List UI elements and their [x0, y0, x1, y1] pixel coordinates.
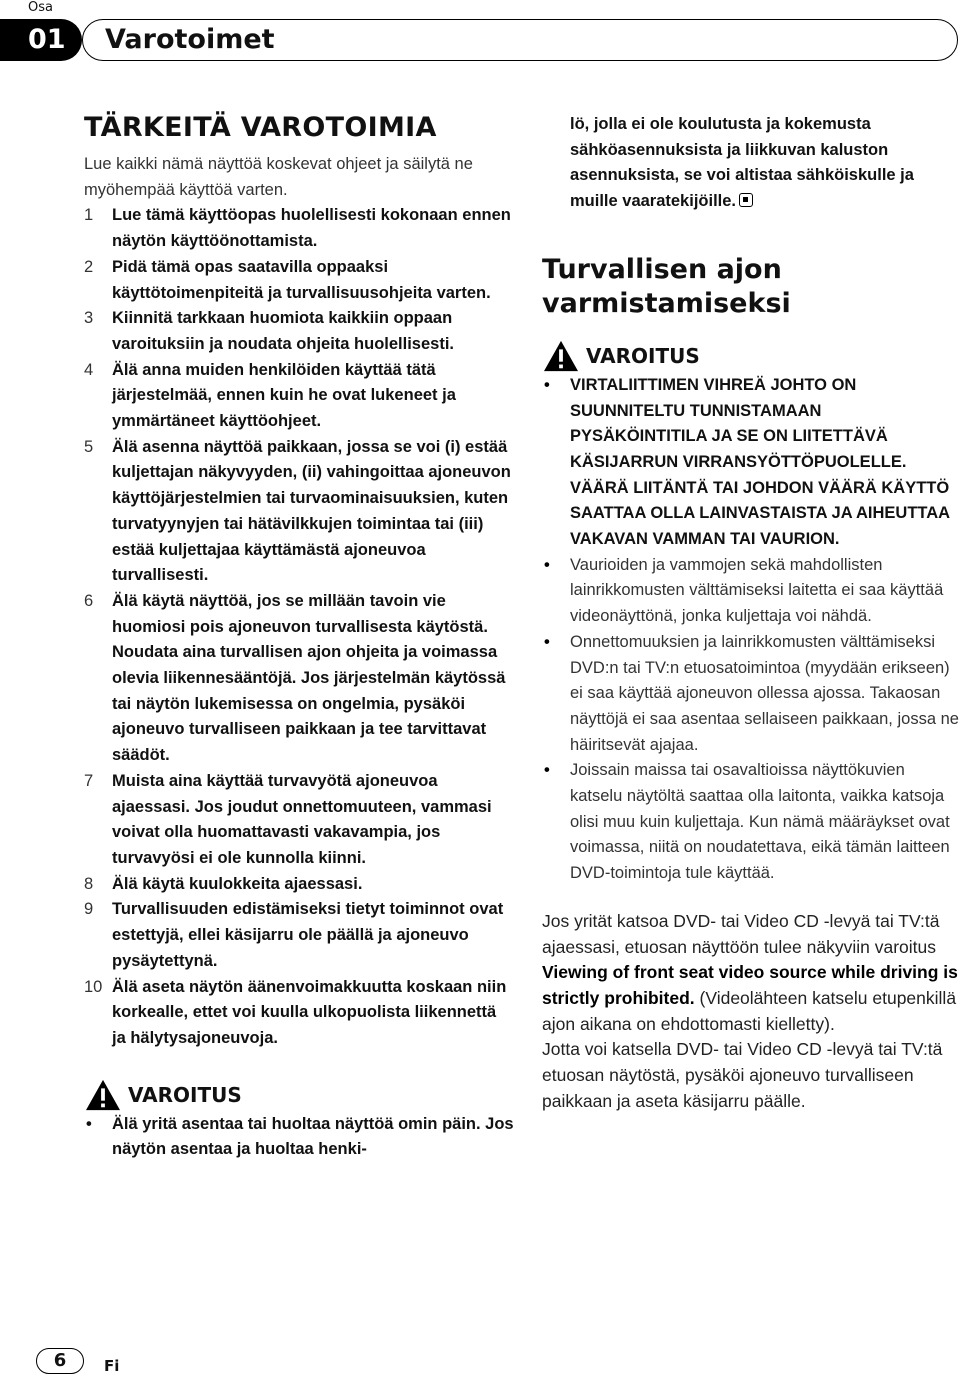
section-heading-line1: Turvallisen ajon: [542, 253, 782, 285]
step-text: Turvallisuuden edistämiseksi tietyt toiminnot ovat estettyjä, ellei käsijarru ole päällä ja ajoneuvo pysäytettynä.: [112, 900, 504, 970]
main-heading: TÄRKEITÄ VAROTOIMIA: [84, 112, 437, 143]
safety-bullets: [542, 373, 960, 887]
step-text: Muista aina käyttää turvavyötä ajoneuvoa ajaessasi. Jos joudut onnettomuuteen, vammasi voivat olla huomattavasti vakavampia, jos turvavyösi ei ole kunnolla kiinni.: [112, 771, 492, 867]
step-text: Älä asenna näyttöä paikkaan, jossa se voi (i) estää kuljettajan näkyvyyden, (ii) vahingoittaa ajoneuvon käyttöjärjestelmien tai turvaominaisuuksien, kuten turvatyynyjen tai hätävilkkujen toimintaa tai (iii) estää kuljettajaa käyttämästä ajoneuvoa turvallisesti.: [112, 437, 511, 585]
section-heading-line2: varmistamiseksi: [542, 287, 791, 319]
step-item: [84, 872, 514, 898]
warning-item: [84, 1112, 514, 1163]
bullet-icon: •: [544, 761, 550, 780]
bullet-icon: •: [544, 375, 550, 394]
step-number: 8: [84, 874, 94, 893]
step-item: [84, 306, 514, 357]
bullet-icon: •: [86, 1114, 92, 1133]
step-text: Älä anna muiden henkilöiden käyttää tätä järjestelmää, ennen kuin he ovat lukeneet ja ymmärtäneet käyttöohjeet.: [112, 360, 456, 431]
safety-bullet-item: [542, 758, 960, 887]
step-number: 4: [84, 360, 94, 379]
chapter-number: 01: [0, 19, 82, 61]
continued-warning: [570, 112, 960, 215]
safety-bullet-text: Joissain maissa tai osavaltioissa näyttökuvien katselu näytöltä saattaa olla laitonta, vaikka katsoja olisi muu kuin kuljettaja. Kun nämä määräykset ovat voimassa, niitä on noudatettava, eikä tämän laitteen DVD-toimintoja tule käyttää.: [570, 761, 950, 883]
step-number: 5: [84, 437, 94, 456]
step-number: 7: [84, 771, 94, 790]
step-text: Kiinnitä tarkkaan huomiota kaikkiin oppaan varoituksiin ja noudata ohjeita huolellisesti.: [112, 309, 454, 353]
language-code: Fi: [104, 1357, 120, 1375]
step-text: Älä käytä näyttöä, jos se millään tavoin vie huomiosi pois ajoneuvon turvallisesta käytöstä. Noudata aina turvallisen ajon ohjeita ja voimassa olevia liikennesääntöjä. Jos järjestelmän käytössä tai näytön lukemisessa on ongelmia, pysäköi ajoneuvo turvalliseen paikkaan ja tee tarvittavat säädöt.: [112, 591, 506, 765]
step-number: 3: [84, 309, 94, 328]
warning-heading-right: [542, 339, 960, 373]
warning-triangle-icon: [542, 339, 580, 373]
right-column: [542, 112, 960, 1115]
step-item: [84, 435, 514, 589]
warning-heading: [84, 1078, 514, 1112]
step-item: [84, 358, 514, 435]
step-number: 1: [84, 206, 94, 225]
warning-item-text: Älä yritä asentaa tai huoltaa näyttöä omin päin. Jos näytön asentaa ja huoltaa henki-: [112, 1114, 514, 1159]
step-number: 10: [84, 977, 103, 996]
continued-text: lö, jolla ei ole koulutusta ja kokemusta sähköasennuksista ja liikkuvan kaluston asennuksista, se voi altistaa sähköiskulle ja muille vaaratekijöille.: [570, 115, 914, 211]
section-label: Osa: [28, 0, 53, 15]
step-item: [84, 589, 514, 769]
warning-list: [84, 1112, 514, 1163]
step-text: Älä käytä kuulokkeita ajaessasi.: [112, 874, 363, 893]
step-text: Pidä tämä opas saatavilla oppaaksi käyttötoimenpiteitä ja turvallisuusohjeita varten.: [112, 257, 491, 302]
safety-bullet-text: VIRTALIITTIMEN VIHREÄ JOHTO ON SUUNNITELTU TUNNISTAMAAN PYSÄKÖINTITILA JA SE ON LIITETTÄVÄ KÄSIJARRUN VIRRANSYÖTTÖPUOLELLE. VÄÄRÄ LIITÄNTÄ TAI JOHDON VÄÄRÄ KÄYTTÖ SAATTAA OLLA LAINVASTAISTA JA AIHEUTTAA VAKAVAN VAMMAN TAI VAURION.: [570, 375, 950, 549]
warning-label: VAROITUS: [586, 343, 700, 368]
paragraph-viewing-warning: [542, 909, 960, 1038]
bullet-icon: •: [544, 632, 550, 651]
para1-text-end: (Videolähteen katselu etupenkillä ajon aikana on ehdottomasti kielletty).: [542, 987, 957, 1034]
warning-triangle-icon: [84, 1078, 122, 1112]
step-number: 2: [84, 257, 94, 276]
step-item: [84, 897, 514, 974]
left-column: [84, 108, 514, 1163]
safety-bullet-item: [542, 630, 960, 759]
safety-bullet-text: Onnettomuuksien ja lainrikkomusten välttämiseksi DVD:n tai TV:n etuosatoimintoa (myydään erikseen) ei saa käyttää ajoneuvon ollessa ajossa. Takaosan näyttöjä ei saa asentaa sellaiseen paikkaan, jossa ne häiritsevät ajajaa.: [570, 632, 959, 754]
step-number: 6: [84, 591, 94, 610]
warning-label: VAROITUS: [128, 1082, 242, 1107]
paragraph-parking: Jotta voi katsella DVD- tai Video CD -levyä tai TV:tä etuosan näytöstä, pysäköi ajoneuvo turvalliseen paikkaan ja aseta käsijarru päälle.: [542, 1039, 943, 1111]
safety-bullet-item: [542, 373, 960, 553]
chapter-header: [82, 19, 958, 61]
step-text: Lue tämä käyttöopas huolellisesti kokonaan ennen näytön käyttöönottamista.: [112, 206, 511, 251]
safety-bullet-text: Vaurioiden ja vammojen sekä mahdollisten lainrikkomusten välttämiseksi laitetta ei saa käyttää videonäyttönä, jonka kuljettaja voi nähdä.: [570, 555, 944, 626]
safety-bullet-item: [542, 553, 960, 630]
chapter-title: Varotoimet: [105, 24, 275, 55]
end-mark-icon: [739, 193, 753, 207]
intro-text: Lue kaikki nämä näyttöä koskevat ohjeet ja säilytä ne myöhempää käyttöä varten.: [84, 155, 473, 199]
steps-list: [84, 203, 514, 1051]
section-heading: [542, 253, 960, 321]
step-number: 9: [84, 900, 94, 919]
step-item: [84, 975, 514, 1052]
step-item: [84, 769, 514, 872]
page-number: 6: [36, 1348, 84, 1374]
step-item: [84, 203, 514, 254]
para1-text: Jos yrität katsoa DVD- tai Video CD -levyä tai TV:tä ajaessasi, etuosan näyttöön tulee näkyviin varoitus: [542, 910, 940, 957]
step-text: Älä aseta näytön äänenvoimakkuutta koskaan niin korkealle, ettet voi kuulla ulkopuolista liikennettä ja hälytysajoneuvoja.: [112, 977, 507, 1047]
step-item: [84, 255, 514, 306]
para1-bold-text: Viewing of front seat video source while driving is strictly prohibited.: [542, 962, 958, 1008]
bullet-icon: •: [544, 555, 550, 574]
